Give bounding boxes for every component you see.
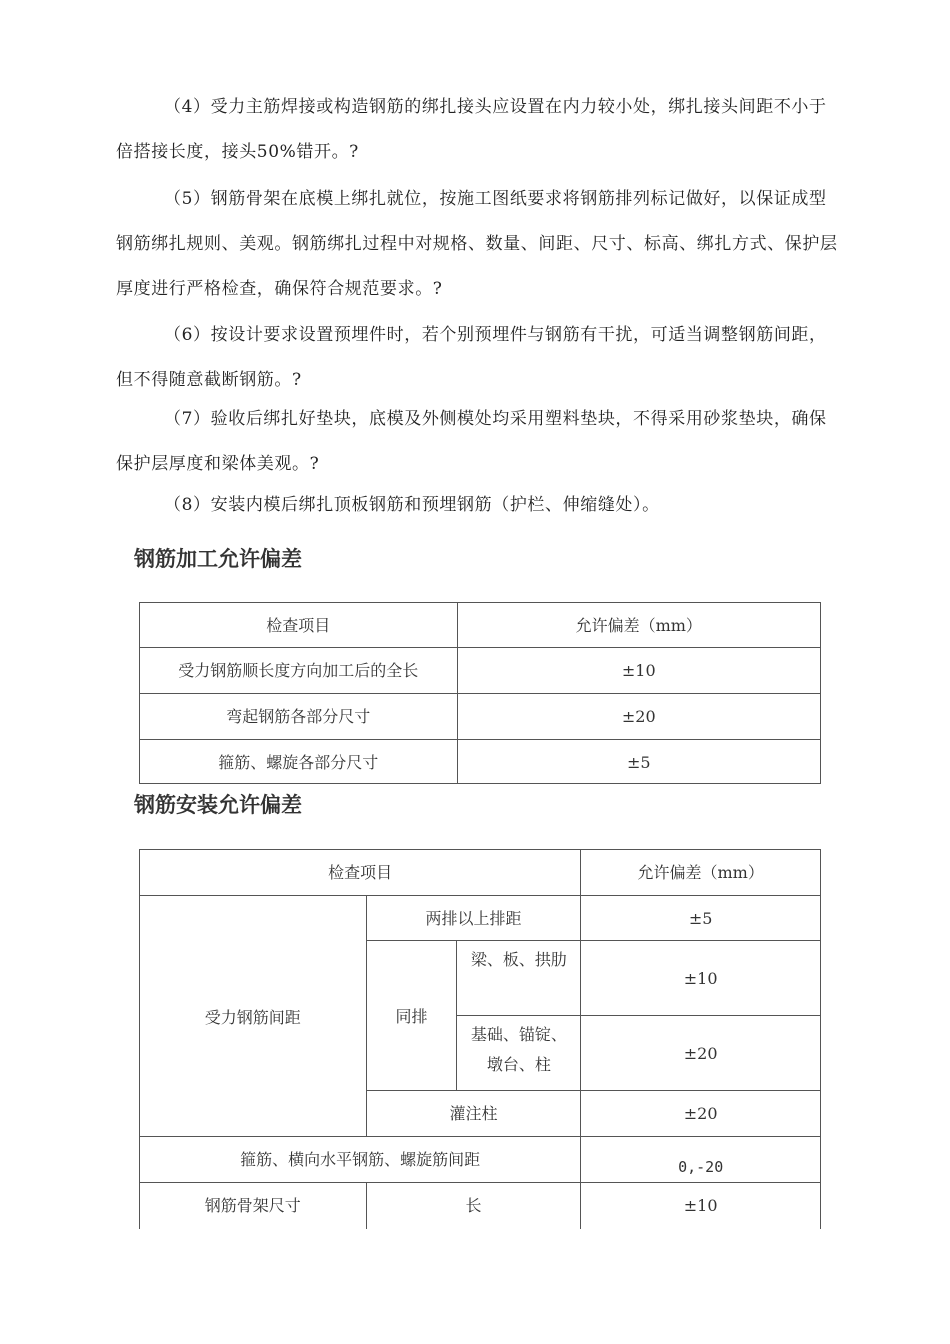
item-cell: 灌注柱 (366, 1091, 581, 1137)
value-cell: 0,-20 (581, 1137, 821, 1183)
item-cell: 受力钢筋顺长度方向加工后的全长 (140, 648, 458, 694)
header-cell: 允许偏差（mm） (581, 850, 821, 896)
value-cell: ±10 (581, 941, 821, 1016)
spacing-label-cell: 受力钢筋间距 (140, 896, 367, 1137)
item-cell: 箍筋、螺旋各部分尺寸 (140, 740, 458, 784)
table-row (140, 896, 821, 941)
value-cell: ±5 (581, 896, 821, 941)
same-row-cell: 同排 (366, 941, 457, 1091)
item-cell: 弯起钢筋各部分尺寸 (140, 694, 458, 740)
table1-title: 钢筋加工允许偏差 (134, 547, 302, 571)
value-cell: ±20 (581, 1091, 821, 1137)
paragraph-4: （4）受力主筋焊接或构造钢筋的绑扎接头应设置在内力较小处，绑扎接头间距不小于倍搭接长度，接头50%错开。? (116, 97, 827, 162)
item-cell: 钢筋骨架尺寸 (140, 1183, 367, 1229)
item-cell: 箍筋、横向水平钢筋、螺旋筋间距 (140, 1137, 581, 1183)
installation-tolerance-table (139, 849, 821, 1229)
value-cell: ±10 (581, 1183, 821, 1229)
table-row (140, 648, 821, 694)
value-cell: ±20 (581, 1016, 821, 1091)
value-cell: ±10 (457, 648, 821, 694)
table-header-row (140, 850, 821, 896)
table-row (140, 694, 821, 740)
header-cell: 检查项目 (140, 603, 458, 648)
value-cell: ±20 (457, 694, 821, 740)
paragraph-5: （5）钢筋骨架在底模上绑扎就位，按施工图纸要求将钢筋排列标记做好，以保证成型钢筋绑扎规则、美观。钢筋绑扎过程中对规格、数量、间距、尺寸、标高、绑扎方式、保护层厚度进行严格检查，确保符合规范要求。? (116, 189, 838, 299)
item-cell: 两排以上排距 (366, 896, 581, 941)
paragraph-8: （8）安装内模后绑扎顶板钢筋和预埋钢筋（护栏、伸缩缝处）。 (164, 495, 660, 515)
paragraph-6: （6）按设计要求设置预埋件时，若个别预埋件与钢筋有干扰，可适当调整钢筋间距，但不得随意截断钢筋。? (116, 325, 827, 390)
item-cell: 基础、锚锭、墩台、柱 (457, 1016, 581, 1091)
table-header-row (140, 603, 821, 648)
table-row (140, 1183, 821, 1229)
value-cell: ±5 (457, 740, 821, 784)
header-cell: 允许偏差（mm） (457, 603, 821, 648)
item-cell: 梁、板、拱肋 (457, 941, 581, 1016)
table2-title: 钢筋安装允许偏差 (134, 793, 302, 817)
header-cell: 检查项目 (140, 850, 581, 896)
table-row (140, 740, 821, 784)
table-row (140, 1137, 821, 1183)
paragraph-7: （7）验收后绑扎好垫块，底模及外侧模处均采用塑料垫块，不得采用砂浆垫块，确保保护层厚度和梁体美观。? (116, 409, 827, 474)
processing-tolerance-table (139, 602, 821, 784)
item-cell: 长 (366, 1183, 581, 1229)
